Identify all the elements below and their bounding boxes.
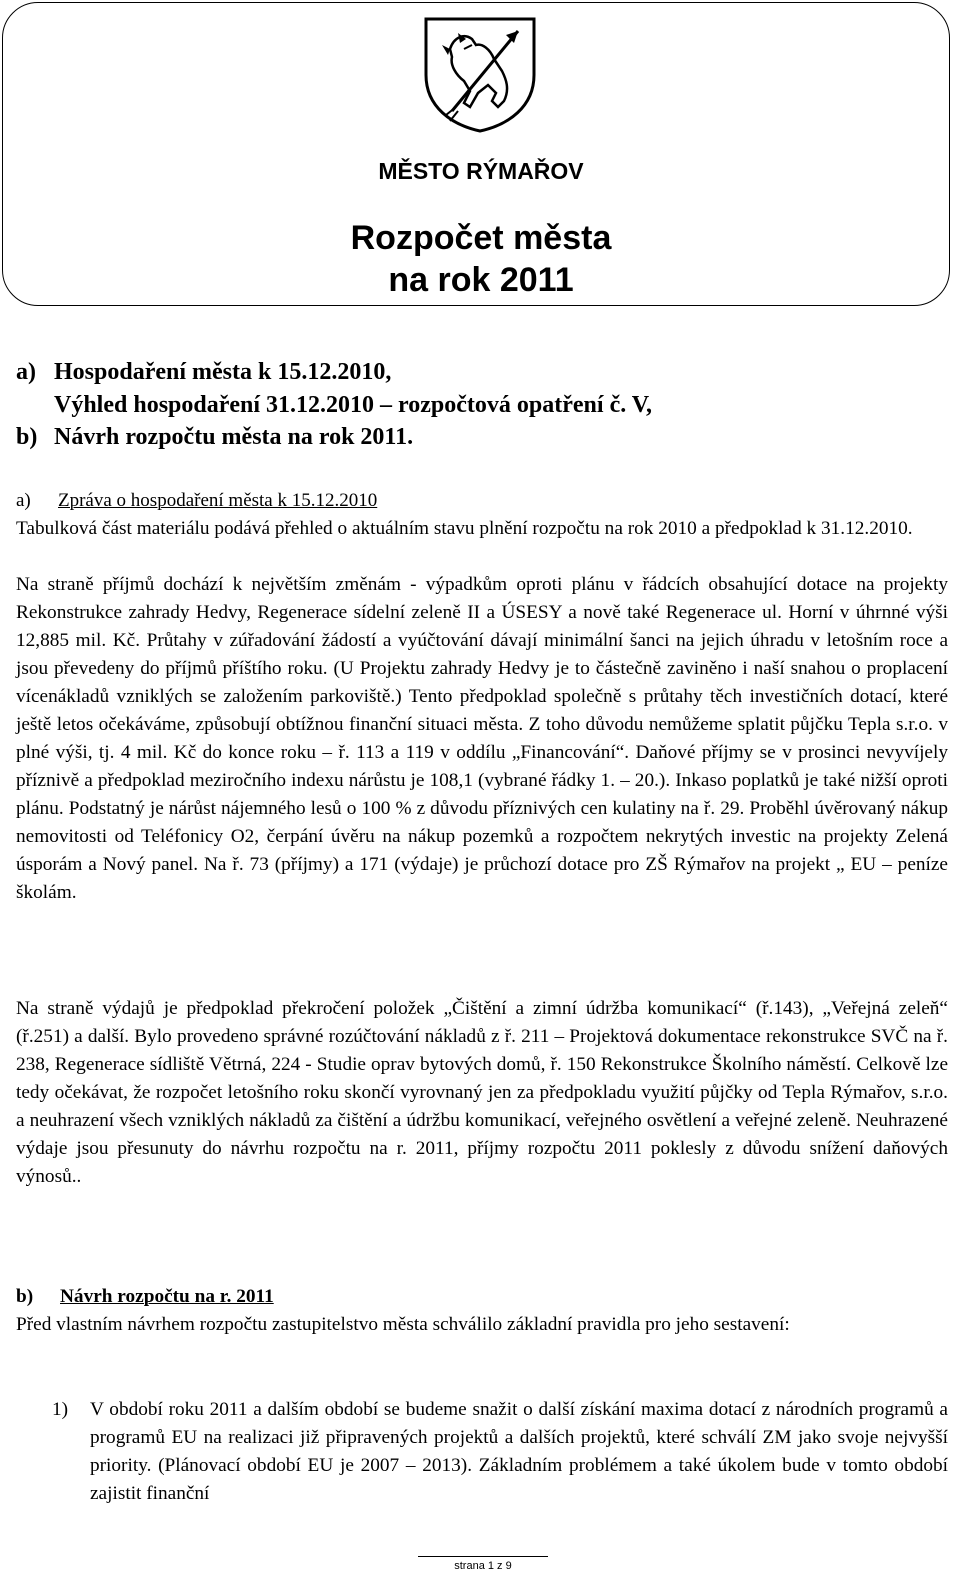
footer-divider — [418, 1556, 548, 1557]
section-a-heading — [16, 487, 377, 515]
agenda-item-a-cont — [16, 390, 652, 420]
section-b-intro: Před vlastním návrhem rozpočtu zastupitelstvo města schválilo základní pravidla pro jeho sestavení: — [16, 1314, 790, 1335]
agenda-item-text: Výhled hospodaření 31.12.2010 – rozpočtová opatření č. V, — [54, 392, 653, 418]
rule-text: V období roku 2011 a dalším období se budeme snažit o další získání maxima dotací z národních programů a programů EU na realizaci již připravených projektů a dalších projektů, které schválí ZM jako svoje nejvyšší priority. (Plánovací období EU je 2007 – 2013). Základním problémem a také úkolem bude v tomto období zajistit finanční — [90, 1399, 948, 1504]
agenda-item-text: Návrh rozpočtu města na rok 2011. — [54, 424, 414, 450]
page-title-line-1: Rozpočet města — [350, 219, 612, 257]
agenda-item-text: Hospodaření města k 15.12.2010, — [54, 359, 392, 385]
section-b-title: Návrh rozpočtu na r. 2011 — [60, 1286, 274, 1307]
page-number: strana 1 z 9 — [454, 1560, 512, 1572]
agenda-item-label: a) — [16, 359, 36, 385]
section-a-revenues: Na straně příjmů dochází k největším změnám - výpadkům oproti plánu v řádcích obsahující dotace na projekty Rekonstrukce zahrady Hedvy, Regenerace sídelní zeleně II a ÚSESY a nově také Regenerace ul. Horní v úhrnné výši 12,885 mil. Kč. Průtahy v zúřadování žádostí a vyúčtování dávají minimální šanci na jejich úhradu v letošním roce a jsou převedeny do příjmů příštího roku. (U Projektu zahrady Hedvy je to částečně zaviněno i naší snahou o proplacení vícenákladů vzniklých se založením parkoviště.) Tento předpoklad společně s průtahy těch investičních dotací, které ještě letos očekáváme, způsobují obtížnou finanční situaci města. Z toho důvodu nemůžeme splatit půjčku Tepla s.r.o. v plné výši, tj. 4 mil. Kč do konce roku – ř. 113 a 119 v oddílu „Financování“. Daňové příjmy se v prosinci nevyvíjely příznivě a předpoklad meziročního indexu nárůstu je 108,1 (vybrané řádky 1. – 20.). Inkaso poplatků je také nižší oproti plánu. Podstatný je nárůst nájemného lesů o 100 % z důvodu příznivých cen kulatiny na ř. 29. Proběhl úvěrovaný nákup nemovitosti od Teléfonicy O2, čerpání úvěru na nákup pozemků a rozpočtem nekrytých investic na projekty Zelená úsporám a Nový panel. Na ř. 73 (příjmy) a 171 (výdaje) je průchozí dotace pro ZŠ Rýmařov na projekt „ EU – peníze školám. — [16, 574, 948, 903]
coat-of-arms-icon — [420, 15, 540, 133]
city-name: MĚSTO RÝMAŘOV — [378, 158, 584, 184]
section-a-title: Zpráva o hospodaření města k 15.12.2010 — [58, 490, 378, 511]
section-b-heading — [16, 1283, 274, 1311]
agenda-item-label: b) — [16, 424, 38, 450]
section-a-label: a) — [16, 490, 31, 511]
section-a-expenditures: Na straně výdajů je předpoklad překročení položek „Čištění a zimní údržba komunikací“ (ř.143), „Veřejná zeleň“ (ř.251) a další. Bylo provedeno správné rozúčtování nákladů z ř. 211 – Projektová dokumentace rekonstrukce SVČ na ř. 238, Regenerace sídliště Větrná, 224 - Studie oprav bytových domů, ř. 150 Rekonstrukce Školního náměstí. Celkově lze tedy očekávat, že rozpočet letošního roku skončí vyrovnaný jen za předpokladu využití půjčky od Tepla Rýmařov, s.r.o. a neuhrazení všech vzniklých nákladů za čištění a údržbu komunikací, veřejného osvětlení a veřejné zeleně. Neuhrazené výdaje jsou přesunuty do návrhu rozpočtu na r. 2011, příjmy rozpočtu 2011 poklesly z důvodu snížení daňových výnosů.. — [16, 998, 948, 1187]
page-title-line-2: na rok 2011 — [388, 261, 574, 299]
agenda-item-a — [16, 357, 391, 387]
section-b-label: b) — [16, 1286, 34, 1307]
section-a-intro: Tabulková část materiálu podává přehled o aktuálním stavu plnění rozpočtu na rok 2010 a předpoklad k 31.12.2010. — [16, 518, 913, 539]
agenda-item-b — [16, 422, 413, 452]
rule-number: 1) — [52, 1399, 69, 1420]
